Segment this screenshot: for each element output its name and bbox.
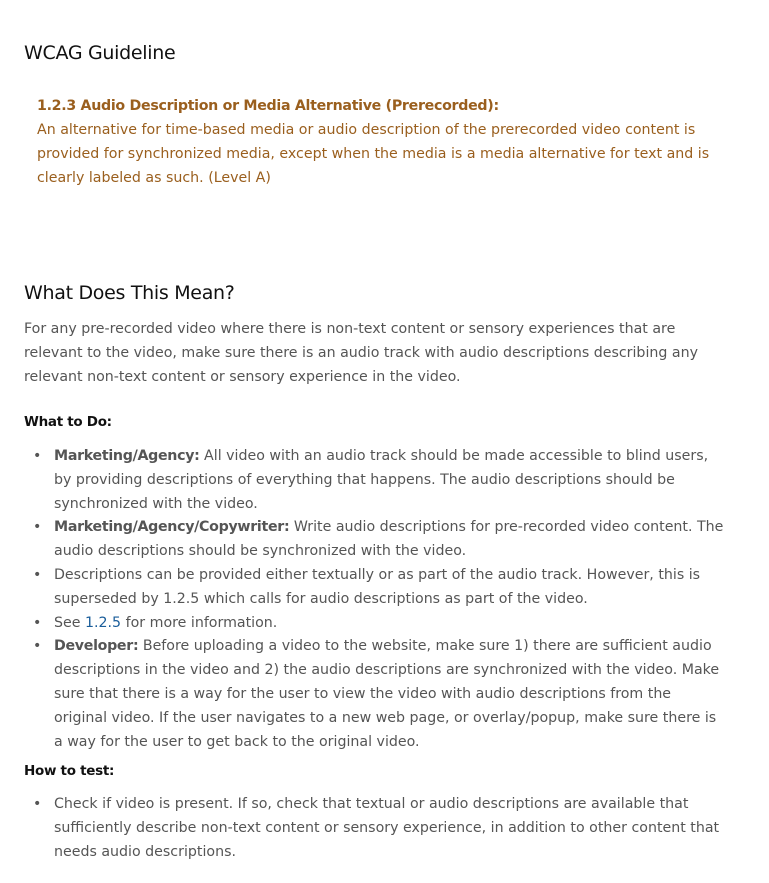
what-to-do-heading: What to Do: [24,414,112,430]
list-item [24,635,724,754]
guideline-body: An alternative for time-based media or audio description of the prerecorded video content is provided for synchronized media, except when the media is a media alternative for text and is clearly labeled as such. (Level A) [37,122,710,186]
meaning-heading: What Does This Mean? [24,282,235,304]
how-to-test-heading: How to test: [24,763,115,779]
item-label: Developer: [54,638,139,655]
guideline-block [37,94,737,190]
link-1-2-5[interactable]: 1.2.5 [84,614,122,631]
item-text: Write audio descriptions for pre-recorded video content. The audio descriptions should be synchronized with the video. [54,519,724,560]
list-item [24,516,724,564]
item-label: Marketing/Agency/Copywriter: [54,519,290,536]
item-text: Check if video is present. If so, check that textual or audio descriptions are available that sufficiently describe non-text content or sensory experience, in addition to other content that needs audio descriptions. [54,796,720,860]
item-text: for more information. [121,614,278,631]
item-text: All video with an audio track should be made accessible to blind users, by providing descriptions of everything that happens. The audio descriptions should be synchronized with the video. [54,448,709,512]
item-text: Before uploading a video to the website, make sure 1) there are sufficient audio descriptions in the video and 2) the audio descriptions are synchronized with the video. Make sure that there is a way for the user to view the video with audio descriptions from the original video. If the user navigates to a new web page, or overlay/popup, make sure there is a way for the user to get back to the original video. [54,638,720,750]
page-heading: WCAG Guideline [24,42,176,64]
list-item [24,612,724,636]
item-text: See [54,614,85,631]
list-item [24,445,724,516]
list-item [24,564,724,612]
how-to-test-list [24,793,724,864]
item-text: Descriptions can be provided either textually or as part of the audio track. However, this is superseded by 1.2.5 which calls for audio descriptions as part of the video. [54,566,701,607]
list-item [24,793,724,864]
guideline-title: 1.2.3 Audio Description or Media Alternative (Prerecorded): [37,98,499,114]
item-label: Marketing/Agency: [54,448,200,464]
what-to-do-list [24,445,724,754]
meaning-body: For any pre-recorded video where there is non-text content or sensory experiences that are relevant to the video, make sure there is an audio track with audio descriptions describing any relevant non-text content or sensory experience in the video. [24,321,698,385]
